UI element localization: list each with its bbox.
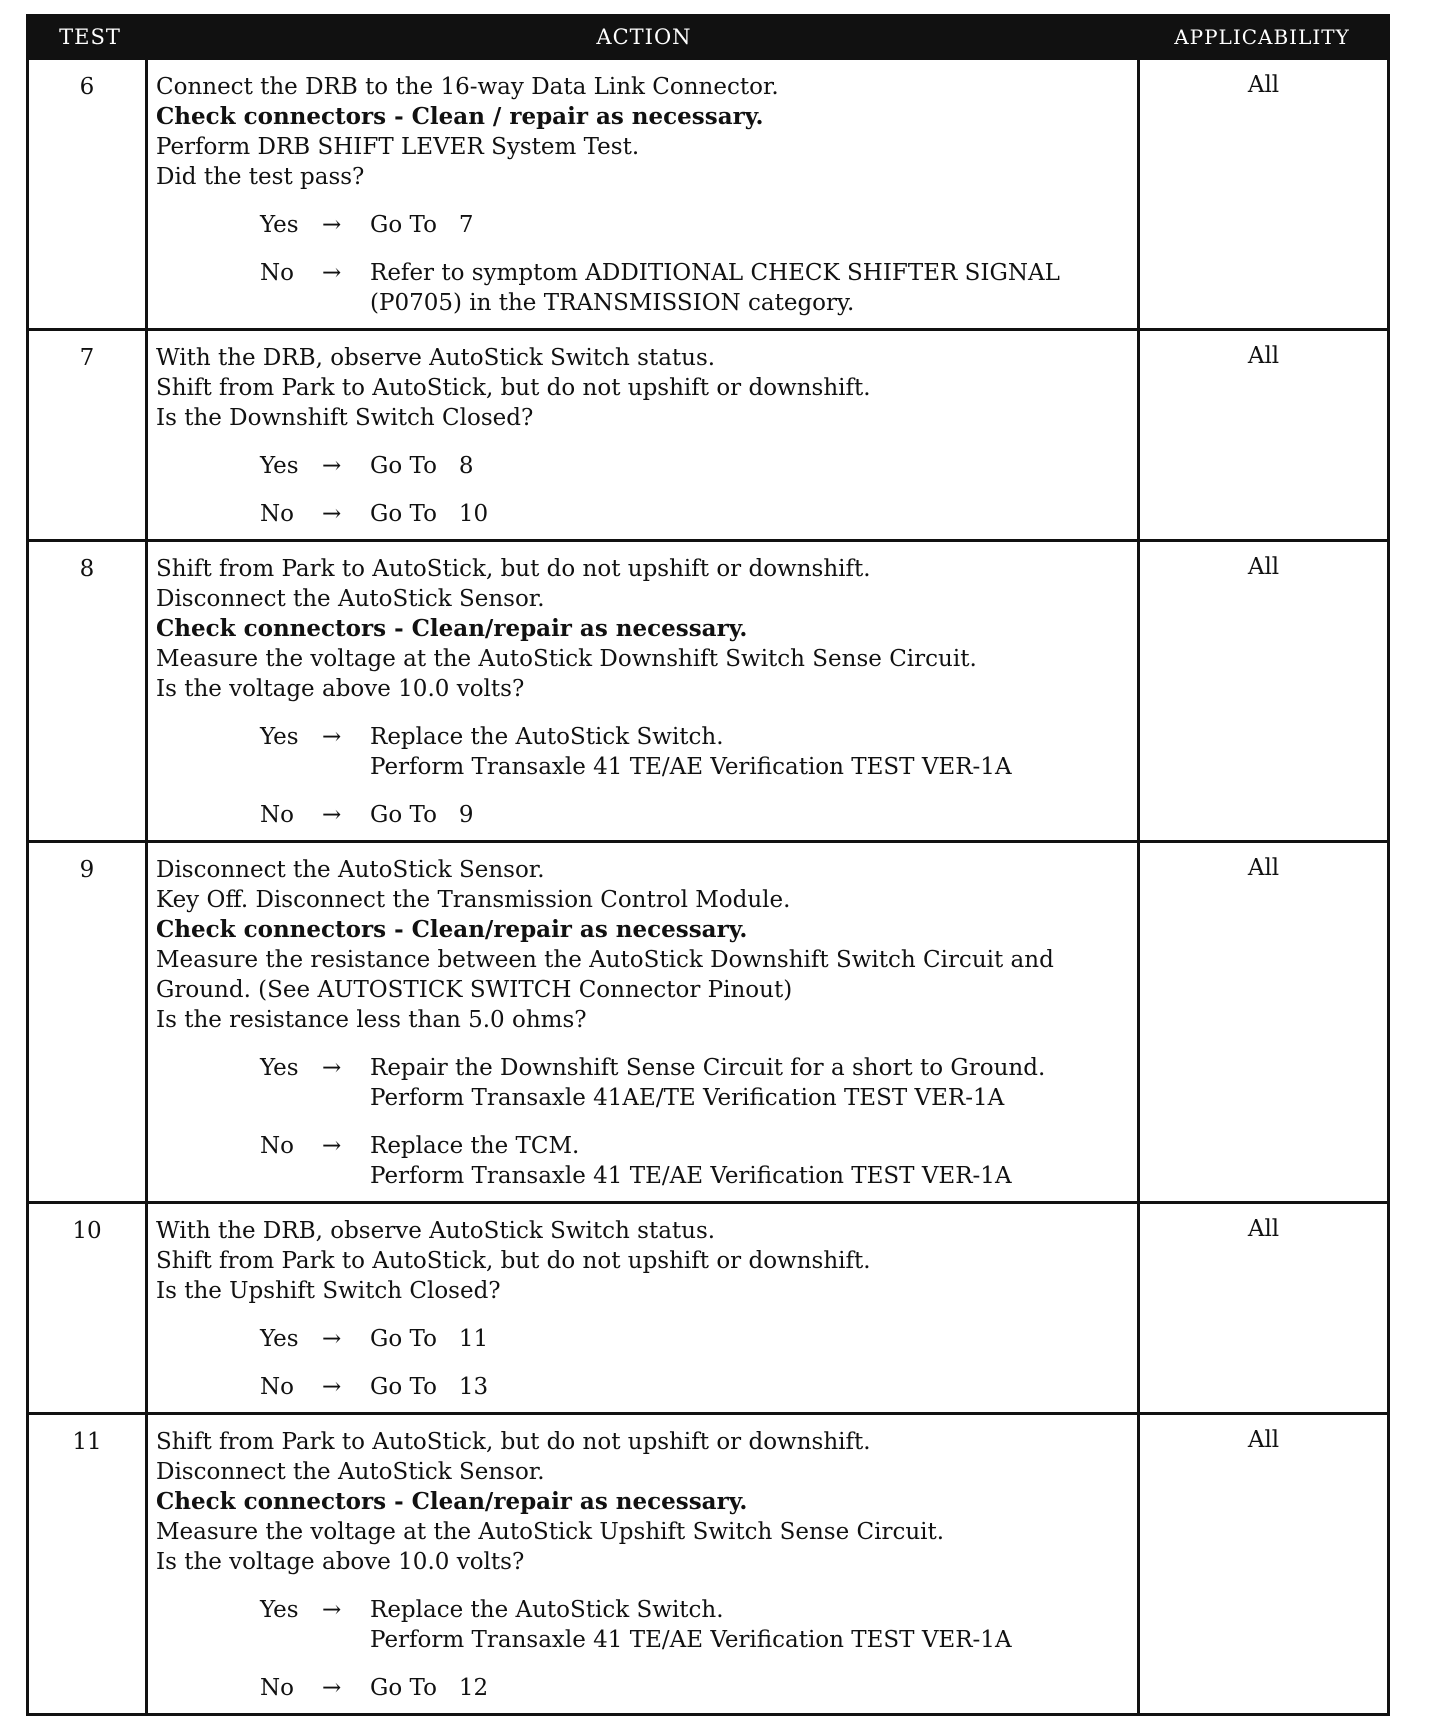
arrow-right-icon: → bbox=[322, 802, 342, 828]
answer-label: Yes bbox=[260, 1055, 299, 1081]
action-line: Measure the resistance between the AutoStick Downshift Switch Circuit and bbox=[156, 947, 1054, 973]
answer-label: No bbox=[260, 1133, 294, 1159]
answer-list bbox=[156, 722, 1129, 830]
arrow-right-icon: → bbox=[322, 212, 342, 238]
test-number: 11 bbox=[29, 1415, 148, 1713]
answer-result bbox=[370, 1372, 1129, 1402]
action-line: Disconnect the AutoStick Sensor. bbox=[156, 1459, 545, 1485]
test-number: 6 bbox=[29, 60, 148, 328]
answer-result-line: Perform Transaxle 41 TE/AE Verification TEST VER-1A bbox=[370, 1627, 1012, 1653]
answer-result-line: Go To 9 bbox=[370, 802, 474, 828]
action-line: Disconnect the AutoStick Sensor. bbox=[156, 857, 545, 883]
applicability-cell: All bbox=[1247, 855, 1280, 881]
table-row bbox=[29, 539, 1387, 840]
test-number: 9 bbox=[29, 843, 148, 1201]
answer-result-line: Replace the TCM. bbox=[370, 1133, 580, 1159]
action-line: Measure the voltage at the AutoStick Downshift Switch Sense Circuit. bbox=[156, 646, 977, 672]
table-header bbox=[29, 17, 1387, 57]
answer-result bbox=[370, 1673, 1129, 1703]
applicability-cell: All bbox=[1247, 72, 1280, 98]
action-line: Disconnect the AutoStick Sensor. bbox=[156, 586, 545, 612]
answer-result-line: Perform Transaxle 41AE/TE Verification TEST VER-1A bbox=[370, 1085, 1005, 1111]
answer-result-line: Go To 11 bbox=[370, 1326, 489, 1352]
action-line: Key Off. Disconnect the Transmission Control Module. bbox=[156, 887, 791, 913]
answer-yes bbox=[156, 210, 1129, 240]
answer-result bbox=[370, 800, 1129, 830]
action-line: Shift from Park to AutoStick, but do not upshift or downshift. bbox=[156, 1429, 871, 1455]
table-row bbox=[29, 328, 1387, 539]
answer-no bbox=[156, 800, 1129, 830]
table-row bbox=[29, 840, 1387, 1201]
answer-result bbox=[370, 1053, 1129, 1113]
answer-result-line: Replace the AutoStick Switch. bbox=[370, 724, 724, 750]
action-line: Did the test pass? bbox=[156, 164, 365, 190]
action-cell bbox=[148, 331, 1140, 539]
table-row bbox=[29, 1412, 1387, 1713]
action-cell bbox=[148, 1204, 1140, 1412]
table-row bbox=[29, 57, 1387, 328]
action-line: Is the Downshift Switch Closed? bbox=[156, 405, 534, 431]
header-applicability: APPLICABILITY bbox=[1174, 25, 1350, 49]
action-line: Is the Upshift Switch Closed? bbox=[156, 1278, 501, 1304]
answer-label: No bbox=[260, 260, 294, 286]
action-line: Is the voltage above 10.0 volts? bbox=[156, 676, 525, 702]
arrow-right-icon: → bbox=[322, 453, 342, 479]
action-line: Check connectors - Clean/repair as necessary. bbox=[156, 916, 748, 943]
test-number: 10 bbox=[29, 1204, 148, 1412]
answer-result bbox=[370, 258, 1129, 318]
action-line: With the DRB, observe AutoStick Switch status. bbox=[156, 345, 716, 371]
answer-result-line: Perform Transaxle 41 TE/AE Verification TEST VER-1A bbox=[370, 754, 1012, 780]
arrow-right-icon: → bbox=[322, 1597, 342, 1623]
test-number: 8 bbox=[29, 542, 148, 840]
answer-list bbox=[156, 1595, 1129, 1703]
answer-label: No bbox=[260, 1374, 294, 1400]
action-line: Shift from Park to AutoStick, but do not upshift or downshift. bbox=[156, 375, 871, 401]
answer-no bbox=[156, 499, 1129, 529]
answer-result bbox=[370, 451, 1129, 481]
answer-yes bbox=[156, 722, 1129, 782]
applicability-cell: All bbox=[1247, 343, 1280, 369]
answer-result-line: Go To 7 bbox=[370, 212, 474, 238]
header-test: TEST bbox=[59, 25, 121, 49]
answer-list bbox=[156, 1324, 1129, 1402]
answer-label: Yes bbox=[260, 1326, 299, 1352]
arrow-right-icon: → bbox=[322, 501, 342, 527]
answer-list bbox=[156, 210, 1129, 318]
answer-result bbox=[370, 499, 1129, 529]
answer-no bbox=[156, 1372, 1129, 1402]
applicability-cell: All bbox=[1247, 1216, 1280, 1242]
answer-no bbox=[156, 258, 1129, 318]
action-line: Measure the voltage at the AutoStick Upshift Switch Sense Circuit. bbox=[156, 1519, 945, 1545]
header-action: ACTION bbox=[596, 25, 692, 49]
answer-list bbox=[156, 1053, 1129, 1191]
action-line: Connect the DRB to the 16-way Data Link Connector. bbox=[156, 74, 779, 100]
arrow-right-icon: → bbox=[322, 1133, 342, 1159]
arrow-right-icon: → bbox=[322, 724, 342, 750]
answer-result bbox=[370, 1324, 1129, 1354]
action-line: Check connectors - Clean / repair as necessary. bbox=[156, 103, 764, 130]
arrow-right-icon: → bbox=[322, 1374, 342, 1400]
answer-label: Yes bbox=[260, 453, 299, 479]
answer-result-line: Go To 10 bbox=[370, 501, 489, 527]
answer-result-line: Go To 13 bbox=[370, 1374, 489, 1400]
action-cell bbox=[148, 1415, 1140, 1713]
answer-yes bbox=[156, 1053, 1129, 1113]
answer-result-line: (P0705) in the TRANSMISSION category. bbox=[370, 290, 855, 316]
action-line: With the DRB, observe AutoStick Switch status. bbox=[156, 1218, 716, 1244]
answer-no bbox=[156, 1673, 1129, 1703]
answer-label: No bbox=[260, 501, 294, 527]
action-line: Is the resistance less than 5.0 ohms? bbox=[156, 1007, 587, 1033]
applicability-cell: All bbox=[1247, 1427, 1280, 1453]
arrow-right-icon: → bbox=[322, 1055, 342, 1081]
answer-label: Yes bbox=[260, 724, 299, 750]
answer-result-line: Go To 8 bbox=[370, 453, 474, 479]
action-line: Shift from Park to AutoStick, but do not upshift or downshift. bbox=[156, 556, 871, 582]
answer-result-line: Perform Transaxle 41 TE/AE Verification TEST VER-1A bbox=[370, 1163, 1012, 1189]
answer-result bbox=[370, 1131, 1129, 1191]
action-cell bbox=[148, 843, 1140, 1201]
action-line: Perform DRB SHIFT LEVER System Test. bbox=[156, 134, 640, 160]
answer-yes bbox=[156, 1595, 1129, 1655]
answer-label: Yes bbox=[260, 212, 299, 238]
answer-result bbox=[370, 210, 1129, 240]
table-row bbox=[29, 1201, 1387, 1412]
answer-result-line: Refer to symptom ADDITIONAL CHECK SHIFTER SIGNAL bbox=[370, 260, 1060, 286]
answer-result bbox=[370, 1595, 1129, 1655]
answer-label: No bbox=[260, 802, 294, 828]
answer-result bbox=[370, 722, 1129, 782]
action-cell bbox=[148, 60, 1140, 328]
action-line: Is the voltage above 10.0 volts? bbox=[156, 1549, 525, 1575]
arrow-right-icon: → bbox=[322, 260, 342, 286]
action-line: Ground. (See AUTOSTICK SWITCH Connector Pinout) bbox=[156, 977, 793, 1003]
answer-list bbox=[156, 451, 1129, 529]
answer-yes bbox=[156, 1324, 1129, 1354]
answer-yes bbox=[156, 451, 1129, 481]
test-number: 7 bbox=[29, 331, 148, 539]
answer-result-line: Repair the Downshift Sense Circuit for a short to Ground. bbox=[370, 1055, 1046, 1081]
action-line: Check connectors - Clean/repair as necessary. bbox=[156, 615, 748, 642]
answer-label: Yes bbox=[260, 1597, 299, 1623]
applicability-cell: All bbox=[1247, 554, 1280, 580]
answer-label: No bbox=[260, 1675, 294, 1701]
answer-result-line: Replace the AutoStick Switch. bbox=[370, 1597, 724, 1623]
diagnostic-table bbox=[26, 14, 1390, 1716]
answer-no bbox=[156, 1131, 1129, 1191]
answer-result-line: Go To 12 bbox=[370, 1675, 489, 1701]
arrow-right-icon: → bbox=[322, 1326, 342, 1352]
action-line: Check connectors - Clean/repair as necessary. bbox=[156, 1488, 748, 1515]
action-cell bbox=[148, 542, 1140, 840]
arrow-right-icon: → bbox=[322, 1675, 342, 1701]
action-line: Shift from Park to AutoStick, but do not upshift or downshift. bbox=[156, 1248, 871, 1274]
